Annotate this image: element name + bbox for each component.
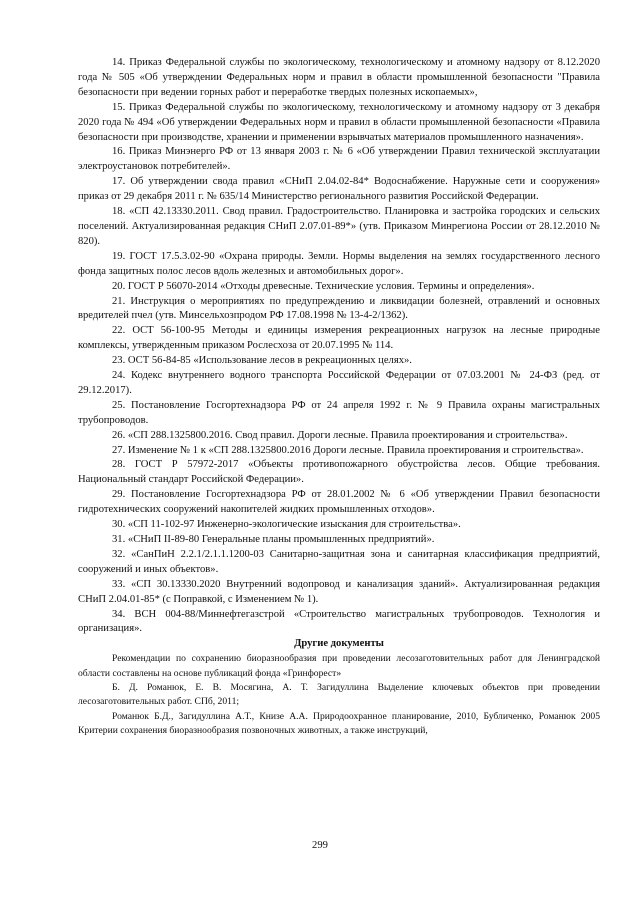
list-item: 21. Инструкция о мероприятиях по предупреждению и ликвидации болезней, отравлений и основных вредителей пчел (утв. Минсельхозпродом РФ 17.08.1998 № 13-4-2/1362). [78,295,600,322]
reference-list [78,56,600,637]
list-item: 29. Постановление Госгортехнадзора РФ от 28.01.2002 № 6 «Об утверждении Правил безопасности гидротехнических сооружений накопителей жидких промышленных отходов». [78,489,600,516]
list-item: 31. «СНиП II-89-80 Генеральные планы промышленных предприятий». [112,534,435,545]
list-item: 16. Приказ Минэнерго РФ от 13 января 2003 г. № 6 «Об утверждении Правил технической эксплуатации электроустановок потребителей». [78,146,600,173]
list-item: Б. Д. Романюк, Е. В. Мосягина, А. Т. Загидуллина Выделение ключевых объектов при проведении лесозаготовительных работ. СПб, 2011; [78,682,600,708]
list-item: 22. ОСТ 56-100-95 Методы и единицы измерения рекреационных нагрузок на лесные природные комплексы, утвержденным приказом Рослесхоза от 20.07.1995 № 114. [78,325,600,352]
list-item: Рекомендации по сохранению биоразнообразия при проведении лесозаготовительных работ для Ленинградской области составлены на основе публикаций фонда «Гринфорест» [78,653,600,679]
list-item: 19. ГОСТ 17.5.3.02-90 «Охрана природы. Земли. Нормы выделения на землях государственного лесного фонда защитных полос лесов вдоль железных и автомобильных дорог». [78,250,600,277]
list-item: 30. «СП 11-102-97 Инженерно-экологические изыскания для строительства». [112,519,461,531]
list-item: 34. ВСН 004-88/Миннефтегазстрой «Строительство магистральных трубопроводов. Технология и организация». [78,608,600,635]
list-item: 27. Изменение № 1 к «СП 288.1325800.2016 Дороги лесные. Правила проектирования и строительства». [112,444,584,456]
list-item: 32. «СанПиН 2.2.1/2.1.1.1200-03 Санитарно-защитная зона и санитарная классификация предприятий, сооружений и иных объектов». [78,548,600,575]
list-item: 26. «СП 288.1325800.2016. Свод правил. Дороги лесные. Правила проектирования и строительства». [112,429,568,441]
list-item: Романюк Б.Д., Загидуллина А.Т., Книзе А.А. Природоохранное планирование, 2010, Бубличенко, Романюк 2005 Критерии сохранения биоразнообразия позвоночных животных, а также инструкций, [78,710,600,737]
section-heading: Другие документы [294,638,384,650]
list-item: 23. ОСТ 56-84-85 «Использование лесов в рекреационных целях». [112,355,412,367]
list-item: 17. Об утверждении свода правил «СНиП 2.04.02-84* Водоснабжение. Наружные сети и сооружения» приказ от 29 декабря 2011 г. № 635/14 Министерство регионального развития Российской Федерации. [78,176,600,203]
other-documents [78,652,600,738]
list-item: 14. Приказ Федеральной службы по экологическому, технологическому и атомному надзору от 8.12.2020 года № 505 «Об утверждении Федеральных норм и правил в области промышленной безопасности "Правила безопасности при ведении горных работ и переработке твердых полезных ископаемых», [78,57,600,98]
list-item: 25. Постановление Госгортехнадзора РФ от 24 апреля 1992 г. № 9 Правила охраны магистральных трубопроводов. [78,399,600,426]
list-item: 33. «СП 30.13330.2020 Внутренний водопровод и канализация зданий». Актуализированная редакция СНиП 2.04.01-85* (с Поправкой, с Изменением № 1). [78,578,600,605]
list-item: 28. ГОСТ Р 57972-2017 «Объекты противопожарного обустройства лесов. Общие требования. Национальный стандарт Российской Федерации». [78,459,600,486]
page-number: 299 [312,840,328,851]
list-item: 20. ГОСТ Р 56070-2014 «Отходы древесные. Технические условия. Термины и определения». [112,280,535,292]
list-item: 15. Приказ Федеральной службы по экологическому, технологическому и атомному надзору от 3 декабря 2020 года № 494 «Об утверждении Федеральных норм и правил в области промышленной безопасности «Правила безопасности при производстве, хранении и применении взрывчатых материалов промышленного назначения». [78,101,600,143]
list-item: 18. «СП 42.13330.2011. Свод правил. Градостроительство. Планировка и застройка городских и сельских поселений. Актуализированная редакция СНиП 2.07.01-89*» (утв. Приказом Минрегиона России от 28.12.2010 № 820). [78,206,600,247]
list-item: 24. Кодекс внутреннего водного транспорта Российской Федерации от 07.03.2001 № 24-ФЗ (ред. от 29.12.2017). [78,370,600,396]
